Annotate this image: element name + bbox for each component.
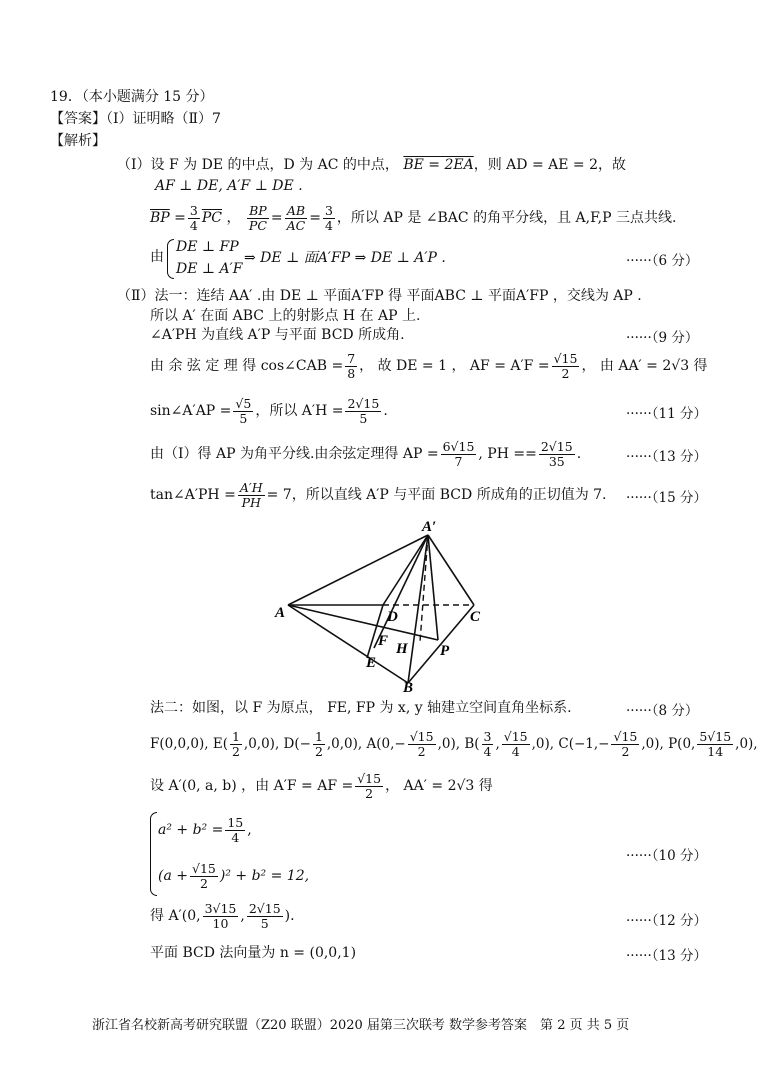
- coord-d: ,0,0), D(−: [243, 736, 311, 752]
- system-brace-2: [150, 812, 157, 896]
- label-c: C: [470, 609, 481, 625]
- aa-text: ， 由 AA′ = 2√3 得: [581, 358, 708, 374]
- method2-eq2: [158, 858, 309, 894]
- problem-title: （本小题满分 15 分）: [81, 89, 214, 105]
- part1-line1: [117, 156, 626, 174]
- edge-a1-p: [428, 535, 438, 640]
- problem-number: 19．: [50, 89, 82, 105]
- part1-line2: AF ⊥ DE, A′F ⊥ DE .: [155, 178, 303, 194]
- edge-d-e: [367, 605, 383, 658]
- frac-e: $\frac{1}{2}$: [231, 728, 240, 759]
- frac-2sqrt15-5-b: $\frac{2√15}{5}$: [248, 900, 281, 931]
- period: .: [383, 403, 388, 419]
- analysis-label: 【解析】: [50, 133, 106, 149]
- part2-line4: [150, 348, 708, 384]
- frac-3-4: $\frac{3}{4}$: [189, 202, 198, 233]
- frac-7-8: $\frac{7}{8}$: [347, 350, 356, 381]
- comma: ,: [240, 908, 245, 924]
- frac-bp-pc: $\frac{BP}{PC}$: [248, 202, 267, 233]
- frac-ab-ac: $\frac{AB}{AC}$: [286, 202, 306, 233]
- eq1-lhs: a² + b² =: [158, 822, 224, 838]
- method2-line6: 平面 BCD 法向量为 n = (0,0,1): [150, 945, 357, 961]
- aa-eq-text: ， AA′ = 2√3 得: [385, 778, 493, 794]
- method2-line1: 法二：如图，以 F 为原点， FE, FP 为 x, y 轴建立空间直角坐标系.: [150, 700, 572, 716]
- frac-2sqrt15-35: $\frac{2√15}{35}$: [540, 438, 573, 469]
- frac-3-4-b: $\frac{3}{4}$: [324, 202, 333, 233]
- part2-line6: [150, 436, 581, 472]
- score-10: ······（10 分）: [626, 848, 707, 864]
- answer-text: （Ⅰ）证明略（Ⅱ）7: [106, 111, 221, 127]
- coord-b: ,0), B(: [437, 736, 480, 752]
- label-a-prime: A′: [422, 519, 437, 535]
- label-d: D: [387, 609, 398, 625]
- frac-sqrt5-5: $\frac{√5}{5}$: [235, 395, 252, 426]
- conclusion-text: = 7，所以直线 A′P 与平面 BCD 所成角的正切值为 7.: [266, 487, 607, 503]
- score-12: ······（12 分）: [626, 913, 707, 929]
- frac-af: $\frac{√15}{2}$: [357, 770, 382, 801]
- frac-b1: $\frac{3}{4}$: [483, 728, 492, 759]
- vec-pc: $\overline{PC}$: [201, 210, 222, 226]
- part1-line3: $\overline{BP}$ = $\frac{3}{4}$ $\overline{PC}$ ， $\frac{BP}{PC}$ = $\frac{AB}{AC}$ = $\frac{3}{4}$ ，所以 AP 是 ∠BAC 的角平分线，且 A,F,P 三点共线.: [150, 202, 677, 233]
- comma: ,: [247, 822, 252, 838]
- method2-line5: [150, 898, 295, 934]
- ap-text: 由（Ⅰ）得 AP 为角平分线.由余弦定理得 AP =: [150, 446, 439, 462]
- frac-eq2: $\frac{√15}{2}$: [192, 860, 216, 891]
- de-af-text: ， 故 DE = 1 ， AF = A′F =: [359, 358, 550, 374]
- comma: ,: [495, 736, 500, 752]
- eq-sign: =: [174, 210, 186, 226]
- cos-text: 由 余 弦 定 理 得 cos∠CAB =: [150, 358, 344, 374]
- part1-system-eq2: DE ⊥ A′F: [176, 261, 243, 277]
- coord-p: ,0), P(0,: [641, 736, 696, 752]
- label-e: E: [366, 655, 377, 671]
- part2-line3: ∠A′PH 为直线 A′P 与平面 BCD 所成角.: [150, 327, 405, 343]
- edge-a1-c: [428, 535, 474, 605]
- frac-15-4: $\frac{15}{4}$: [227, 814, 244, 845]
- method2-line3: [150, 768, 493, 804]
- answer-line: [50, 110, 221, 128]
- score-15: ······（15 分）: [626, 490, 707, 506]
- sin-text: sin∠A′AP =: [150, 403, 232, 419]
- vec-bp: $\overline{BP}$: [150, 210, 170, 226]
- method2-eq1: [158, 812, 252, 848]
- part1-implication: ⇒ DE ⊥ 面A′FP ⇒ DE ⊥ A′P .: [244, 250, 446, 266]
- eq2-lhs: (a +: [158, 868, 188, 884]
- score-11: ······（11 分）: [626, 406, 707, 422]
- frac-ah-ph: $\frac{A'H}{PH}$: [239, 479, 263, 510]
- label-p: P: [440, 643, 450, 659]
- answer-label: 【答案】: [50, 111, 106, 127]
- part1-l1-text: （Ⅰ）设 F 为 DE 的中点，D 为 AC 的中点，: [117, 157, 399, 173]
- problem-header: [50, 88, 214, 106]
- frac-3sqrt15-10: $\frac{3√15}{10}$: [204, 900, 237, 931]
- part2-line1: （Ⅱ）法一：连结 AA′ .由 DE ⊥ 平面A′FP 得 平面ABC ⊥ 平面A′FP ，交线为 AP .: [117, 288, 642, 304]
- part2-line2: 所以 A′ 在面 ABC 上的射影点 H 在 AP 上.: [150, 308, 421, 324]
- coord-end: ,0),: [735, 736, 758, 752]
- part1-you: 由: [150, 249, 164, 265]
- coord-close: ).: [284, 908, 295, 924]
- part1-l1-tail: ，则 AD = AE = 2，故: [473, 157, 627, 173]
- label-f: F: [378, 633, 389, 649]
- coord-a: ,0,0), A(0,−: [326, 736, 406, 752]
- score-6: ······（6 分）: [626, 253, 699, 269]
- ah-text: ，所以 A′H =: [255, 403, 344, 419]
- coord-f-e: F(0,0,0), E(: [150, 736, 228, 752]
- tan-text: tan∠A′PH =: [150, 487, 236, 503]
- score-13: ······（13 分）: [626, 449, 707, 465]
- coord-c: ,0), C(−1,−: [531, 736, 610, 752]
- frac-d: $\frac{1}{2}$: [314, 728, 323, 759]
- set-a-text: 设 A′(0, a, b) ，由 A′F = AF =: [150, 778, 354, 794]
- score-13-b: ······（13 分）: [626, 948, 707, 964]
- frac-2sqrt15-5: $\frac{2√15}{5}$: [347, 395, 380, 426]
- score-9: ······（9 分）: [626, 330, 699, 346]
- pyramid-figure: [270, 515, 500, 695]
- ph-text: , PH ==: [478, 446, 537, 462]
- period: .: [576, 446, 582, 462]
- part1-l3-tail: ，所以 AP 是 ∠BAC 的角平分线，且 A,F,P 三点共线.: [336, 210, 677, 226]
- label-b: B: [403, 680, 414, 695]
- part2-line7: [150, 477, 607, 513]
- part1-system-eq1: DE ⊥ FP: [176, 239, 239, 255]
- edge-a-a1: [288, 535, 428, 605]
- frac-c: $\frac{√15}{2}$: [613, 728, 638, 759]
- part1-vector-eq: BE = 2EA: [403, 157, 474, 173]
- coords-line: [150, 724, 758, 764]
- label-h: H: [396, 641, 408, 657]
- frac-sqrt15-2: $\frac{√15}{2}$: [553, 350, 578, 381]
- label-a: A: [275, 605, 286, 621]
- score-8: ······（8 分）: [626, 703, 699, 719]
- system-brace-1: [167, 239, 174, 279]
- frac-b2: $\frac{√15}{4}$: [503, 728, 528, 759]
- a-prime-coord: 得 A′(0,: [150, 908, 201, 924]
- part2-line5: [150, 393, 388, 429]
- frac-p: $\frac{5√15}{14}$: [699, 728, 732, 759]
- eq2-rhs: )² + b² = 12,: [219, 868, 310, 884]
- frac-a: $\frac{√15}{2}$: [409, 728, 434, 759]
- frac-6sqrt15-7: $\frac{6√15}{7}$: [442, 438, 475, 469]
- page-footer: 浙江省名校新高考研究联盟（Z20 联盟）2020 届第三次联考 数学参考答案 第 2 页 共 5 页: [92, 1018, 630, 1033]
